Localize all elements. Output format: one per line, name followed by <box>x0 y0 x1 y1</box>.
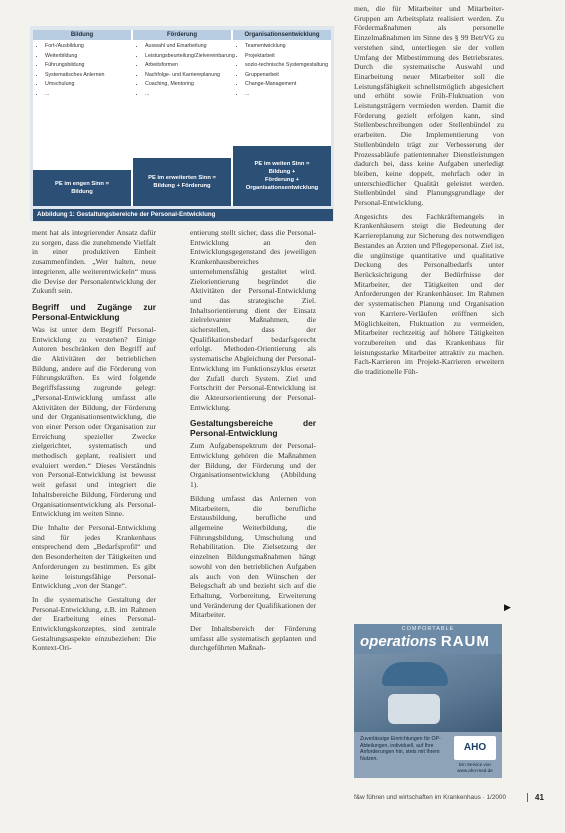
figure-stair-wide <box>233 146 331 206</box>
figure-stair-extended <box>133 158 231 206</box>
figure-header-oe: Organisationsentwicklung <box>233 30 331 40</box>
figure-list-item: • Weiterbildung <box>45 52 129 61</box>
figure-list-item: • ... <box>45 90 129 99</box>
paragraph: Zum Aufgabenspektrum der Personal-Entwicklung gehören die Maßnahmen der Bildung, der Förderung und der Organisationsentwicklung (Abbildung 1). <box>190 441 316 490</box>
ad-footer <box>354 732 502 778</box>
figure-caption: Abbildung 1: Gestaltungsbereiche der Personal-Entwicklung <box>33 209 333 221</box>
ad-banner <box>354 624 502 654</box>
figure-stair-text: PE im weiten Sinn = <box>254 161 310 167</box>
paragraph: ment hat als integrierender Ansatz dafür zu sorgen, dass die zunehmende Vielfalt in einer produktiven Einheit zusammenfinden. „Wer halten, neue integrieren, alle weiterentwickeln“ muss die Devise der Personalentwicklung der Zukunft sein. <box>32 228 156 296</box>
figure-header-bildung: Bildung <box>33 30 131 40</box>
figure-list-item: • Auswahl und Einarbeitung <box>145 42 229 51</box>
figure-list-item: • Umschulung <box>45 80 129 89</box>
paragraph: Was ist unter dem Begriff Personal-Entwicklung zu verstehen? Einige Autoren beschränken den Begriff auf die Aktivitäten der betrieblichen Bildung, andere auf die Förderung von Führungskräften. Es wird folgende Begriffsfassung zugrunde gelegt: „Personal-Entwicklung umfasst alle Aktivitäten der Bildung, der Förderung und der Organisationsentwicklung, die von einer Person oder Organisation zur Erreichung spezieller Zwecke zielgerichtet, systematisch und methodisch geplant, realisiert und evaluiert werden.“ Dieses Verständnis von Personal-Entwicklung ist bewusst weit gefasst und integriert die Inhaltsbereiche Bildung, Förderung und Organisationsentwicklung als Personal-Entwicklung im weiten Sinne. <box>32 324 156 519</box>
figure-list-item: • Arbeitsformen <box>145 61 229 70</box>
figure-list-item: • ... <box>145 90 229 99</box>
figure-stair-narrow <box>33 170 131 206</box>
figure-stair-text: PE im engen Sinn = <box>55 181 109 187</box>
figure-column-oe <box>237 42 329 100</box>
paragraph: Der Inhaltsbereich der Förderung umfasst alle systematisch geplanten und durchgeführten Maßnah- <box>190 624 316 653</box>
footer-divider <box>527 793 528 802</box>
surgical-mask-shape <box>388 694 440 724</box>
ad-logo-subtitle: Ein Service von www.aho-med.de <box>457 762 493 773</box>
section-heading: Gestaltungsbereiche der Personal-Entwicklung <box>190 418 316 439</box>
figure-header-foerderung: Förderung <box>133 30 231 40</box>
figure-stair-text: Bildung + Förderung <box>153 183 211 189</box>
figure-list-item: • Leistungsbeurteilung/Zielvereinbarung <box>145 52 229 61</box>
figure-list-item: • Projektarbeit <box>245 52 329 61</box>
ad-photo-surgeon <box>354 654 502 732</box>
figure-list-item: • Nachfolge- und Karriereplanung <box>145 71 229 80</box>
paragraph: Die Inhalte der Personal-Entwicklung sind für jedes Krankenhaus entsprechend dem „Bedarfsprofil“ und den Besonderheiten der Tätigkeiten und Anforderungen zu bestimmen. Es gibt keine leistungsfähige Personal-Entwicklung „von der Stange“. <box>32 522 156 591</box>
paragraph: men, die für Mitarbeiter und Mitarbeiter-Gruppen am Arbeitsplatz realisiert werden. Zu Fördermaßnahmen als personelle Einzelmaßnahmen im Sinne des § 99 BetrVG zu verstehen sind, unterliegen sie der vollen Umfang der Mitbestimmung des Betriebsrates. Durch die systematische Auswahl und Einarbeitung neuer Mitarbeiter soll die Leistungsfähigkeit schnellstmöglich abgesichert und erhöht sowie Früh-Fluktuation von Leistungsträgern vermieden werden. Damit die Förderung gezielt erfolgen kann, sind Stellenbeschreibungen oder Stellenbündel zu erarbeiten. Die Implementierung von Stellenbündeln trägt zur Verbesserung der Prozessabläufe patientennaher Dienstleistungen dadurch bei, dass keine Aufgaben unerledigt bleiben, keine doppelt, mehrfach oder in unterschiedlicher Qualität geleistet werden. Stellenbündel sind Planungsgrundlage der Personal-Entwicklung. <box>354 4 504 208</box>
ad-title-italic: operations <box>360 633 437 650</box>
paragraph: entierung stellt sicher, dass die Personal-Entwicklung an den Entwicklungsgegenstand des jeweiligen Krankenhausbereiches unternehmensfähig gestaltet wird. Zielorientierung begründet die Aktivitäten der Personal-Entwicklung und das strategische Ziel. Inhaltsorientierung dient der Einsatz zielrelevanter Maßnahmen, die sicherstellen, dass der Qualifikationsbedarf bedarfsgerecht erfolgt. Methoden-Orientierung als systematische Abgleichung der Personal-Entwicklung im Funktionszyklus ersetzt der Zufall durch System. Ziel und Fortschritt der Personal-Entwicklung ist die Akteursorientierung der Personal-Entwicklung. <box>190 228 316 412</box>
figure-list-item: • Führungsbildung <box>45 61 129 70</box>
figure-list-item: • Fort-/Ausbildung <box>45 42 129 51</box>
paragraph: Angesichts des Fachkräftemangels in Krankenhäusern steigt die Bedeutung der Karriereplanung zur Sicherung des notwendigen Bestandes an Ärzten und Pflegepersonal. Ziel ist, die ungünstige quantitative und qualitative Deckung des Personalbedarfs unter Berücksichtigung der Bedürfnisse der Mitarbeiter, der Tätigkeiten und der Anforderungen der Krankenhäuser. Im Rahmen der systematischen Planung und Organisation von Karriere-Verläufen eröffnen sich Möglichkeiten, Fluktuation zu vermeiden, Mitarbeiter rechtzeitig auf höhere Tätigkeiten vorzubereiten und das Krankenhaus für leistungsstarke Mitarbeiter attraktiv zu machen. Fach-Karrieren im Projekt-Karrieren erweitern die traditionelle Füh- <box>354 211 504 377</box>
figure-list-item: • Change-Management <box>245 80 329 89</box>
paragraph: Bildung umfasst das Anlernen von Mitarbeitern, die berufliche Erstausbildung, berufliche und allgemeine Weiterbildung, die Führungsbildung, Umschulung und Rehabilitation. Die Zielsetzung der einzelnen Bildungsmaßnahmen hängt sowohl von den betrieblichen Aufgaben als auch von den Wünschen der Belegschaft ab und bezieht sich auf die Erhaltung, Vorbereitung, Erweiterung und Veränderung der Qualifikationen der Mitarbeiter. <box>190 493 316 620</box>
figure-list-item: • Gruppenarbeit <box>245 71 329 80</box>
ad-text: Zuverlässige Einrichtungen für OP-Abteilungen, individuell, auf Ihre Anforderungen hin, stets mit Ihrem Nutzen. <box>360 736 441 762</box>
footer-source: f&w führen und wirtschaften im Krankenhaus · 1/2000 <box>354 794 507 801</box>
surgical-cap-shape <box>382 662 448 686</box>
figure-list-item: • ... <box>245 90 329 99</box>
ad-brand: COMPORTABLE <box>401 626 455 632</box>
continue-arrow-icon: ▶ <box>504 602 511 612</box>
figure-column-bildung <box>37 42 129 100</box>
figure-list-item: • Systematisches Anlernen <box>45 71 129 80</box>
text-column-middle <box>190 228 316 657</box>
figure-stair-text: Förderung + <box>265 177 299 183</box>
ad-title <box>360 633 490 650</box>
text-column-right <box>354 4 504 381</box>
figure-body <box>33 30 331 206</box>
figure-pe-areas <box>30 26 334 222</box>
figure-stair-text: Bildung + <box>268 169 296 175</box>
figure-stair-text: PE im erweiterten Sinn = <box>148 175 216 181</box>
text-column-left <box>32 228 156 657</box>
section-heading: Begriff und Zugänge zur Personal-Entwicklung <box>32 301 156 322</box>
ad-logo: AHO <box>454 736 496 760</box>
ad-title-bold: RAUM <box>440 633 490 650</box>
figure-list-item: • sozio-technische Systemgestaltung <box>245 61 329 70</box>
advertisement[interactable] <box>354 624 502 778</box>
page-number: 41 <box>535 793 544 802</box>
figure-stair-text: Organisationsentwicklung <box>245 185 319 191</box>
figure-column-foerderung <box>137 42 235 100</box>
figure-stair-text: Bildung <box>71 189 93 195</box>
figure-list-item: • Coaching, Mentoring <box>145 80 229 89</box>
paragraph: In die systematische Gestaltung der Personal-Entwicklung, z.B. im Rahmen der Erarbeitung eines Personal-Entwicklungskonzeptes, sind zentrale Gestaltungsaspekte einzubeziehen: Die Kontext-Ori- <box>32 594 156 653</box>
figure-list-item: • Teamentwicklung <box>245 42 329 51</box>
